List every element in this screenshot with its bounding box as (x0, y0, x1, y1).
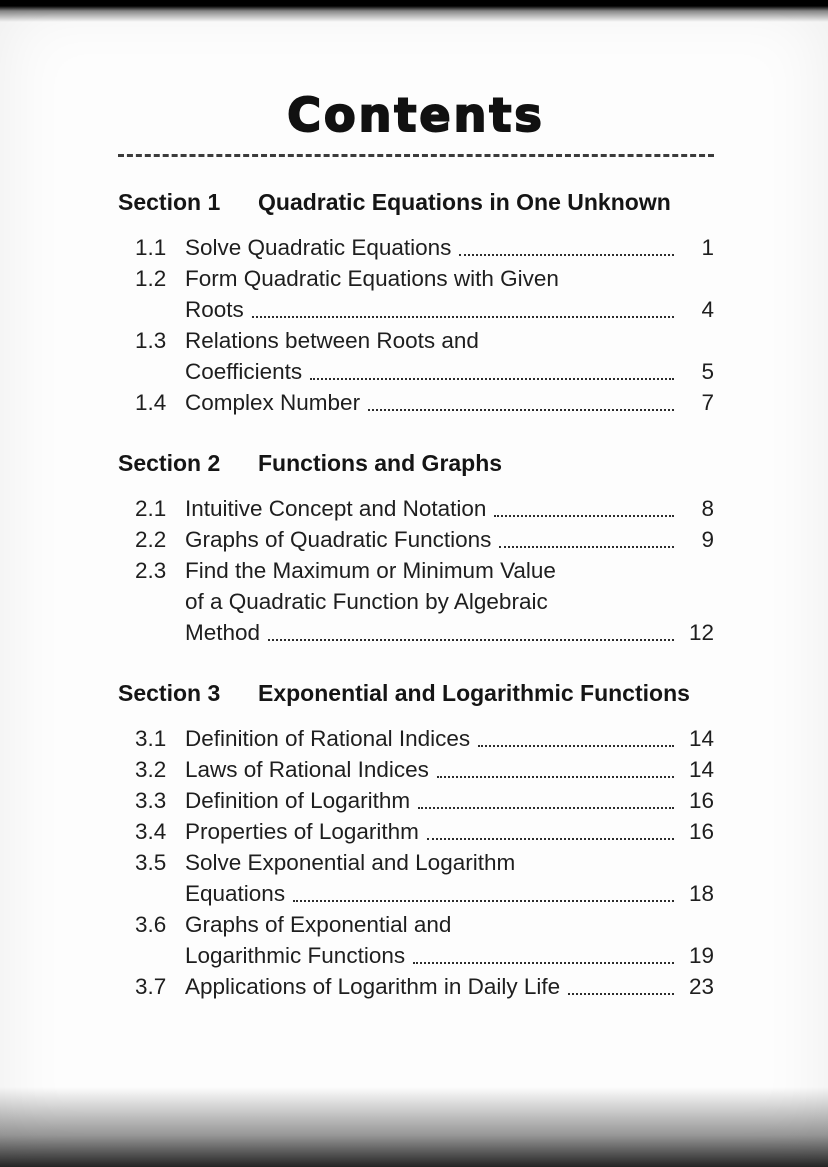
dot-leader (478, 745, 674, 747)
dot-leader (310, 378, 674, 380)
page-title: Contents (287, 88, 545, 142)
page-number: 16 (688, 788, 714, 813)
entry-body (185, 325, 714, 387)
section-title: Quadratic Equations in One Unknown (258, 189, 671, 215)
entry-body (185, 723, 714, 754)
entry-body (185, 785, 714, 816)
entry-text: Definition of Logarithm (185, 788, 411, 813)
dot-leader (268, 639, 674, 641)
entry-line (185, 909, 714, 940)
entry-line (185, 617, 714, 648)
scan-edge-top (0, 0, 828, 22)
entry-body (185, 754, 714, 785)
toc-entry (118, 387, 714, 418)
toc-entry (118, 847, 714, 909)
entry-number: 3.1 (135, 726, 167, 751)
entry-number: 3.3 (135, 788, 167, 813)
toc-entry (118, 723, 714, 754)
dot-leader (413, 962, 674, 964)
entry-text: Graphs of Exponential and (185, 912, 452, 937)
entry-line (185, 586, 714, 617)
page-content (118, 88, 714, 1002)
page-number: 18 (688, 881, 714, 906)
toc-entry (118, 555, 714, 648)
section-label: Section 3 (118, 680, 221, 706)
entry-number: 3.4 (135, 819, 167, 844)
entry-line (185, 785, 714, 816)
entry-line (185, 940, 714, 971)
entry-number: 1.4 (135, 390, 167, 415)
entry-number: 3.7 (135, 974, 167, 999)
entry-text: Method (185, 620, 261, 645)
dot-leader (568, 993, 674, 995)
toc-entry (118, 493, 714, 524)
section-3 (118, 680, 714, 1002)
entry-line (185, 524, 714, 555)
page-number: 1 (701, 235, 714, 260)
entry-body (185, 555, 714, 648)
dot-leader (459, 254, 674, 256)
section-2 (118, 450, 714, 648)
entry-text: Graphs of Quadratic Functions (185, 527, 492, 552)
toc-entry (118, 785, 714, 816)
entry-body (185, 971, 714, 1002)
entry-body (185, 524, 714, 555)
section-heading (118, 189, 714, 216)
section-title: Exponential and Logarithmic Functions (258, 680, 690, 706)
entry-line (185, 387, 714, 418)
entry-text: Complex Number (185, 390, 361, 415)
toc-entry (118, 524, 714, 555)
entry-number: 2.1 (135, 496, 167, 521)
page-number: 9 (701, 527, 714, 552)
page-number: 7 (701, 390, 714, 415)
dot-leader (293, 900, 674, 902)
entry-number: 1.1 (135, 235, 167, 260)
entry-text: Intuitive Concept and Notation (185, 496, 487, 521)
entry-number: 2.3 (135, 558, 167, 583)
title-divider (118, 154, 714, 157)
entry-line (185, 723, 714, 754)
toc-entry (118, 263, 714, 325)
entry-line (185, 847, 714, 878)
dot-leader (494, 515, 674, 517)
section-title: Functions and Graphs (258, 450, 503, 476)
toc-entry (118, 816, 714, 847)
page-number: 19 (688, 943, 714, 968)
entry-text: Properties of Logarithm (185, 819, 419, 844)
entry-number: 2.2 (135, 527, 167, 552)
toc-entry (118, 754, 714, 785)
dot-leader (418, 807, 674, 809)
entry-line (185, 555, 714, 586)
entry-text: Form Quadratic Equations with Given (185, 266, 559, 291)
dot-leader (368, 409, 674, 411)
entry-text: Equations (185, 881, 286, 906)
page-number: 12 (688, 620, 714, 645)
entry-body (185, 816, 714, 847)
entry-text: Coefficients (185, 359, 303, 384)
entry-line (185, 878, 714, 909)
entry-text: Applications of Logarithm in Daily Life (185, 974, 561, 999)
entry-text: of a Quadratic Function by Algebraic (185, 589, 548, 614)
page-number: 14 (688, 726, 714, 751)
entry-line (185, 971, 714, 1002)
entry-line (185, 493, 714, 524)
dot-leader (499, 546, 674, 548)
entry-number: 3.2 (135, 757, 167, 782)
scan-edge-bottom (0, 1087, 828, 1167)
section-1 (118, 189, 714, 418)
entry-line (185, 754, 714, 785)
entry-text: Laws of Rational Indices (185, 757, 429, 782)
dot-leader (427, 838, 674, 840)
entry-line (185, 294, 714, 325)
section-heading (118, 450, 714, 477)
toc-entry (118, 232, 714, 263)
page-number: 4 (701, 297, 714, 322)
entry-body (185, 847, 714, 909)
page-number: 23 (688, 974, 714, 999)
entry-line (185, 263, 714, 294)
entry-body (185, 387, 714, 418)
section-label: Section 2 (118, 450, 221, 476)
table-of-contents (118, 189, 714, 1002)
entry-number: 3.5 (135, 850, 167, 875)
entry-text: Definition of Rational Indices (185, 726, 471, 751)
entry-text: Solve Quadratic Equations (185, 235, 452, 260)
page-number: 5 (701, 359, 714, 384)
entry-body (185, 909, 714, 971)
entry-line (185, 356, 714, 387)
entry-line (185, 325, 714, 356)
toc-entry (118, 325, 714, 387)
entry-text: Find the Maximum or Minimum Value (185, 558, 556, 583)
entry-number: 3.6 (135, 912, 167, 937)
entry-body (185, 263, 714, 325)
entry-line (185, 232, 714, 263)
entry-text: Roots (185, 297, 244, 322)
page-number: 14 (688, 757, 714, 782)
page-number: 16 (688, 819, 714, 844)
entry-line (185, 816, 714, 847)
entry-body (185, 493, 714, 524)
toc-entry (118, 909, 714, 971)
dot-leader (252, 316, 674, 318)
entry-text: Relations between Roots and (185, 328, 479, 353)
section-label: Section 1 (118, 189, 221, 215)
page-number: 8 (701, 496, 714, 521)
entry-text: Solve Exponential and Logarithm (185, 850, 516, 875)
toc-entry (118, 971, 714, 1002)
section-heading (118, 680, 714, 707)
dot-leader (437, 776, 674, 778)
entry-text: Logarithmic Functions (185, 943, 406, 968)
entry-number: 1.3 (135, 328, 167, 353)
entry-number: 1.2 (135, 266, 167, 291)
entry-body (185, 232, 714, 263)
